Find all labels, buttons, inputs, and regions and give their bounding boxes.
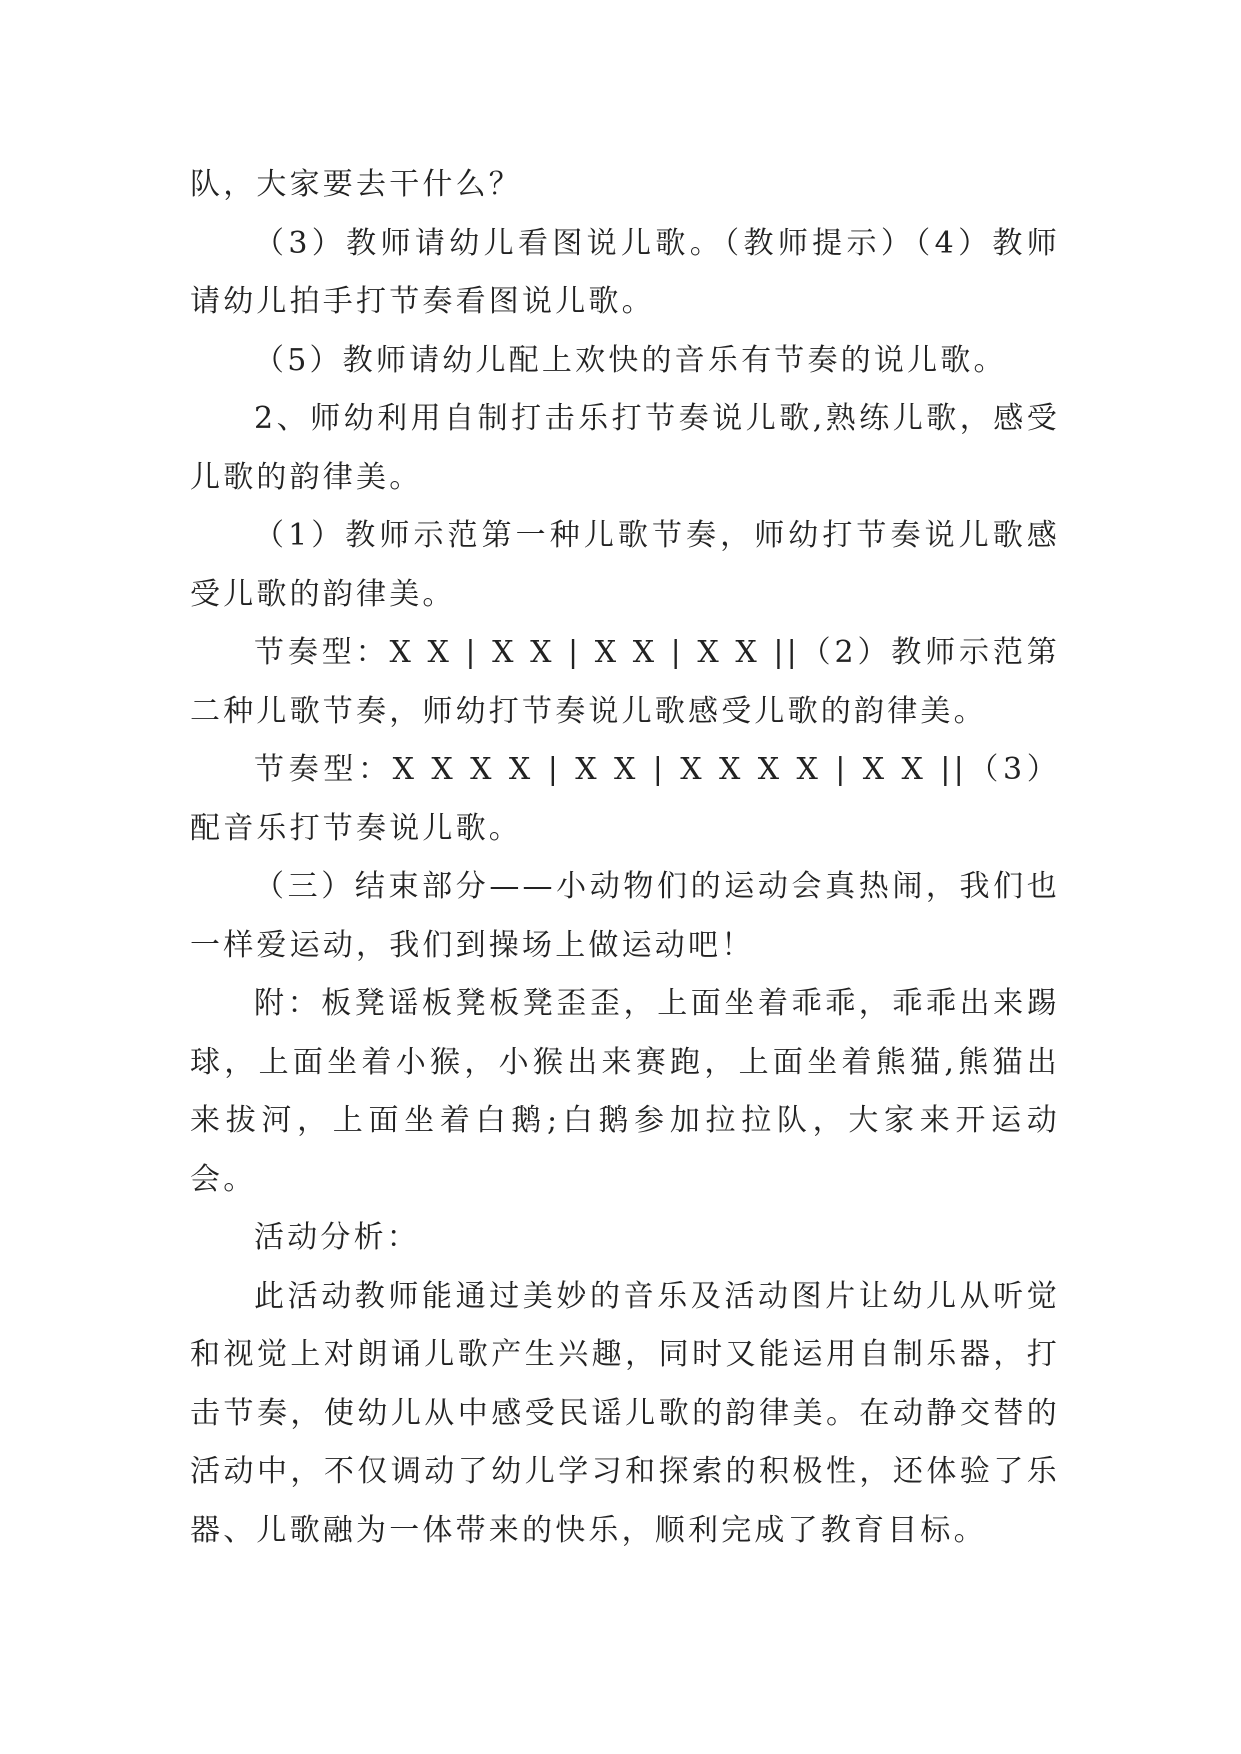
paragraph-4: 2、师幼利用自制打击乐打节奏说儿歌,熟练儿歌，感受儿歌的韵律美。 (190, 401, 1060, 495)
paragraph-5: （1）教师示范第一种儿歌节奏，师幼打节奏说儿歌感受儿歌的韵律美。 (190, 518, 1060, 612)
paragraph-8: （三）结束部分——小动物们的运动会真热闹，我们也一样爱运动，我们到操场上做运动吧！ (190, 869, 1060, 963)
paragraph-9: 附：板凳谣板凳板凳歪歪，上面坐着乖乖，乖乖出来踢球，上面坐着小猴，小猴出来赛跑，上面坐着熊猫,熊猫出来拔河，上面坐着白鹅;白鹅参加拉拉队，大家来开运动会。 (190, 986, 1060, 1197)
paragraph-3: （5）教师请幼儿配上欢快的音乐有节奏的说儿歌。 (254, 342, 1007, 378)
paragraph-10: 活动分析： (254, 1220, 420, 1255)
paragraph-1: 队，大家要去干什么？ (190, 167, 522, 202)
paragraph-6: 节奏型：X X | X X | X X | X X ||（2）教师示范第二种儿歌节奏，师幼打节奏说儿歌感受儿歌的韵律美。 (190, 635, 1060, 729)
paragraph-2: （3）教师请幼儿看图说儿歌。（教师提示）（4）教师请幼儿拍手打节奏看图说儿歌。 (190, 225, 1060, 319)
paragraph-11: 此活动教师能通过美妙的音乐及活动图片让幼儿从听觉和视觉上对朗诵儿歌产生兴趣，同时又能运用自制乐器，打击节奏，使幼儿从中感受民谣儿歌的韵律美。在动静交替的活动中，不仅调动了幼儿学习和探索的积极性，还体验了乐器、儿歌融为一体带来的快乐，顺利完成了教育目标。 (190, 1278, 1060, 1548)
document-body (190, 156, 1060, 1560)
paragraph-7: 节奏型：X X X X | X X | X X X X | X X ||（3）配音乐打节奏说儿歌。 (190, 752, 1060, 846)
